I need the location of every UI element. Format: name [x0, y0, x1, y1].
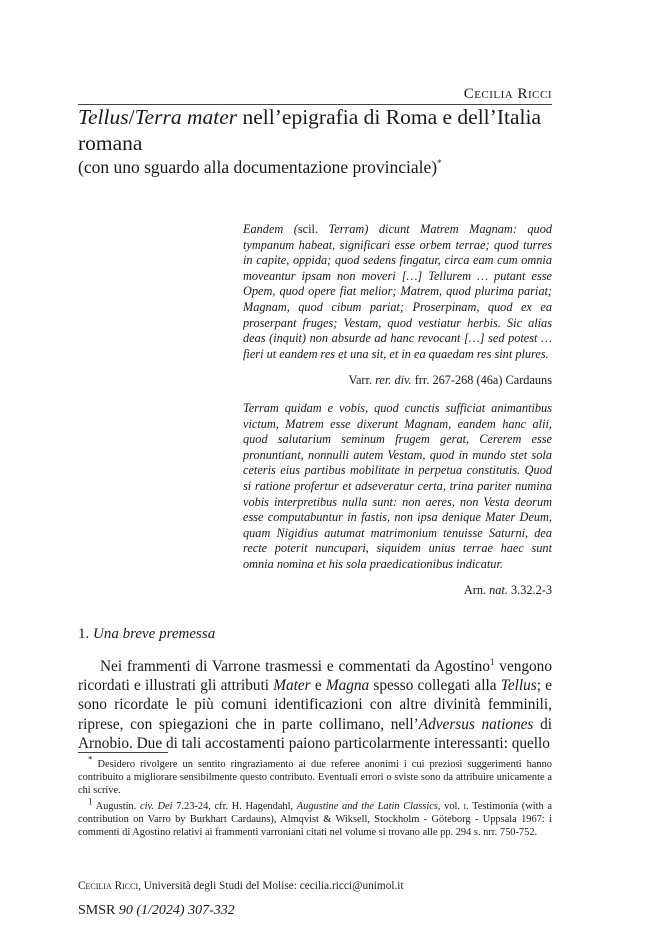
fn1-b: 7.23-24, cfr. H. Hagendahl, — [172, 800, 297, 812]
journal-issue: 90 (1/2024) 307-332 — [118, 903, 235, 918]
title-slash: / — [128, 105, 135, 129]
body-adversus: Adversus nationes — [418, 715, 534, 733]
section-heading — [78, 626, 552, 643]
fn1-vol: i — [463, 800, 467, 812]
epigraph-varro-text-a: Eandem ( — [243, 222, 298, 236]
footnote-star — [78, 754, 552, 798]
article-title — [78, 104, 578, 156]
epigraph-varro-scil: scil. — [297, 222, 319, 236]
body-s3: e — [310, 677, 326, 695]
title-rest: nell’epigrafia di Roma e dell’Italia romana — [78, 105, 541, 155]
affiliation-rest: , Università degli Studi del Molise: cecilia.ricci@unimol.it — [138, 880, 404, 892]
footnote-1 — [78, 796, 552, 840]
body-s1: Nei frammenti di Varrone trasmessi e commentati da Agostino — [100, 658, 490, 675]
running-head-author: Cecilia Ricci — [463, 86, 552, 102]
body-tellus: Tellus — [500, 677, 537, 695]
cite-varro-b: frr. 267-268 (46a) Cardauns — [411, 373, 552, 387]
body-magna: Magna — [325, 677, 370, 695]
footnote-star-mark: * — [88, 754, 93, 765]
body-paragraph — [78, 657, 552, 753]
body-s5: ; e sono ricordate le più comuni identificazioni con altre divinità femminili, riprese, con spiegazioni che in parte collimano, nell’ — [78, 677, 552, 733]
cite-arn-b: 3.32.2-3 — [507, 583, 552, 597]
cite-arn-a: Arn. — [463, 583, 490, 597]
author-affiliation — [78, 880, 552, 892]
fn1-d: . Testimonia (with a contribution on Varro by Burkhart Cardauns), Almqvist & Wiksell, Stockholm - Göteborg - Uppsala 1967: i commenti di Agostino relativi ai frammenti varroniani citati nel volume si trovano alle pp. 294 s. nrr. 750-752. — [78, 800, 552, 839]
footnote-rule — [78, 752, 168, 753]
footnote-star-text: Desidero rivolgere un sentito ringraziamento ai due referee anonimi i cui preziosi suggerimenti hanno contribuito a migliorare sensibilmente questo contributo. Eventuali errori o sviste sono da attribuire unicamente a chi scrive. — [78, 759, 552, 797]
body-s4: spesso collegati alla — [369, 677, 501, 695]
cite-varro-a: Varr. — [348, 373, 376, 387]
footnote-ref-1[interactable]: 1 — [489, 656, 495, 667]
footnote-1-mark: 1 — [88, 796, 93, 807]
section-title: Una breve premessa — [93, 626, 216, 642]
title-tellus: Tellus — [78, 105, 129, 129]
epigraph-varro — [243, 222, 552, 362]
affiliation-name: Cecilia Ricci — [78, 880, 139, 892]
footnotes — [78, 754, 552, 841]
epigraph-varro-citation — [243, 373, 552, 388]
cite-varro-work: rer. div. — [375, 373, 412, 387]
epigraph-arnobius-citation — [243, 583, 552, 598]
journal-name: SMSR — [78, 903, 119, 918]
subtitle-text: (con uno sguardo alla documentazione provinciale) — [78, 157, 438, 177]
fn1-c: , vol. — [437, 800, 464, 812]
fn1-book: Augustine and the Latin Classics — [296, 800, 438, 812]
epigraph-arnobius: Terram quidam e vobis, quod cunctis sufficiat animantibus victum, Matrem esse dixerunt Magnam, eandem hanc alii, quod salutarium seminum frugem gerat, Cererem esse pronuntiant, nonnulli autem Vestam, quod in mundo stet sola ceteris eius partibus mobilitate in perpetua constitutis. Quod si ratione profertur et adseveratur certa, trina pariter numina vobis interpretibus nulla sunt: non aeres, non Vesta deorum esse computabuntur in fastis, non ipsa denique Mater Deum, quam Nigidius autumat matrimonium tenuisse Saturni, dea recte poterit nuncupari, siquidem unius terrae haec sunt omnia nomina et his sola praedicationibus indicatur. — [243, 401, 552, 571]
section-number: 1. — [78, 626, 93, 642]
fn1-a: Augustin. — [92, 800, 140, 812]
epigraph-varro-text-b: Terram) dicunt Matrem Magnam: quod tympanum habeat, significari esse orbem terrae; quod turres in capite, oppida; quod sedens fingatur, circa eam cum omnia moveantur ipsam non moveri […] Tellurem … putant esse Opem, quod opere fiat melior; Matrem, quod plurima pariat; Magnam, quod cibum pariat; Proserpinam, quod ex ea proserpant fruges; Vestam, quod vestiatur herbis. Sic alias deas (inquit) non absurde ad hanc revocant […] sed potest … fieri ut eandem res et una sit, et in ea quaedam res sint plures. — [243, 222, 552, 361]
body-s6: di Arnobio. Due di tali accostamenti paiono particolarmente interessanti: quello — [78, 715, 552, 752]
journal-citation — [78, 903, 552, 919]
article-subtitle — [78, 156, 578, 178]
title-terra-mater: Terra mater — [134, 105, 238, 129]
body-s2: vengono ricordati e illustrati gli attributi — [78, 658, 552, 695]
fn1-civ: civ. Dei — [139, 800, 173, 812]
subtitle-footnote-mark: * — [437, 158, 442, 169]
body-mater: Mater — [273, 677, 311, 695]
cite-arn-work: nat. — [489, 583, 508, 597]
